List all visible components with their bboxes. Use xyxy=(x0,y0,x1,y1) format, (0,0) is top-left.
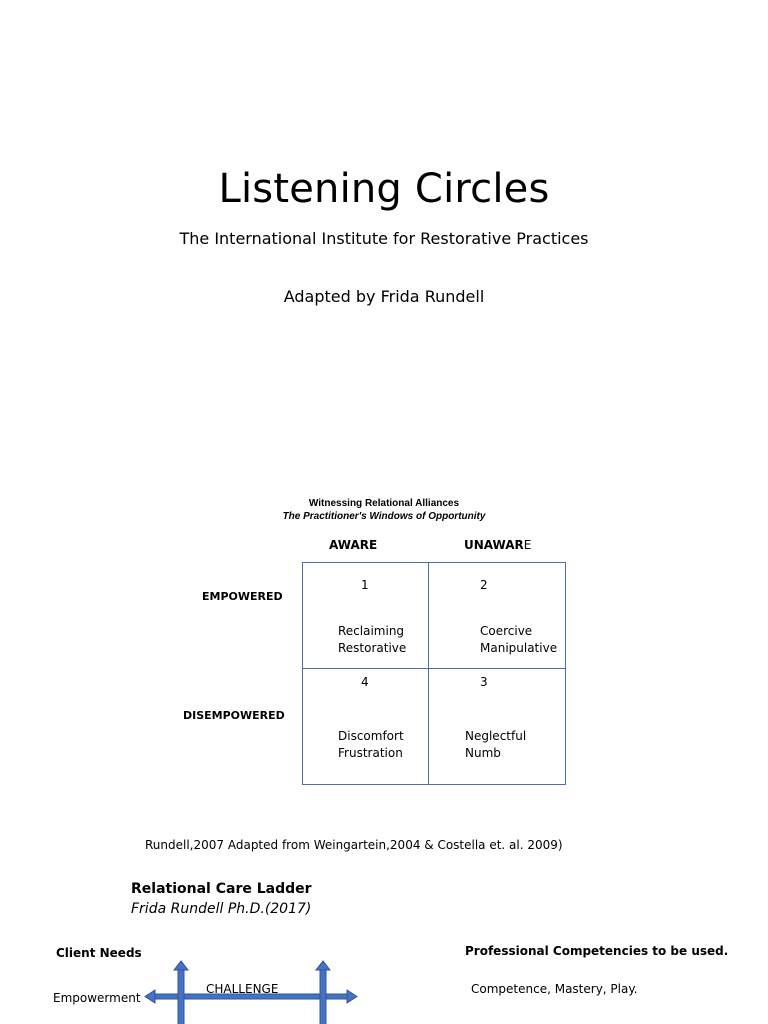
right-vertical-arrow-shaft xyxy=(320,969,326,1024)
column-header-aware: AWARE xyxy=(329,538,378,552)
left-arrow-head xyxy=(145,990,155,1003)
left-vertical-arrow-head xyxy=(174,961,188,970)
competence-label: Competence, Mastery, Play. xyxy=(471,982,638,996)
left-vertical-arrow-shaft xyxy=(178,969,184,1024)
adapted-by: Adapted by Frida Rundell xyxy=(283,287,485,306)
cell-2-text: Coercive Manipulative xyxy=(480,624,558,655)
cell-1-text: Reclaiming Restorative xyxy=(338,624,407,655)
page-subtitle: The International Institute for Restorative Practices xyxy=(179,229,589,248)
cell-3-text: Neglectful Numb xyxy=(465,729,527,760)
ladder-title: Relational Care Ladder xyxy=(131,881,312,897)
ladder-author: Frida Rundell Ph.D.(2017) xyxy=(131,901,312,917)
cell-1-number: 1 xyxy=(361,578,369,592)
professional-competencies-label: Professional Competencies to be used. xyxy=(465,944,729,958)
ladder-arrows xyxy=(0,955,768,1024)
grid-vertical-divider xyxy=(428,562,429,785)
figure-title-line2: The Practitioner's Windows of Opportunity xyxy=(282,511,486,522)
row-header-disempowered: DISEMPOWERED xyxy=(183,709,285,722)
client-needs-label: Client Needs xyxy=(56,946,142,960)
figure-title xyxy=(0,497,768,523)
page-title: Listening Circles xyxy=(218,166,550,212)
citation: Rundell,2007 Adapted from Weingartein,2004 & Costella et. al. 2009) xyxy=(145,838,563,852)
cell-4-text: Discomfort Frustration xyxy=(338,729,404,760)
column-header-unaware: UNAWARE xyxy=(464,538,532,552)
cell-3-number: 3 xyxy=(480,675,488,689)
right-arrow-head xyxy=(347,990,357,1003)
cell-4-number: 4 xyxy=(361,675,369,689)
row-header-empowered: EMPOWERED xyxy=(202,590,283,603)
empowerment-label: Empowerment xyxy=(53,991,141,1005)
grid-horizontal-divider xyxy=(302,668,566,669)
challenge-label: CHALLENGE xyxy=(206,982,279,996)
right-vertical-arrow-head xyxy=(316,961,330,970)
figure-title-line1: Witnessing Relational Alliances xyxy=(308,498,460,509)
cell-2-number: 2 xyxy=(480,578,488,592)
